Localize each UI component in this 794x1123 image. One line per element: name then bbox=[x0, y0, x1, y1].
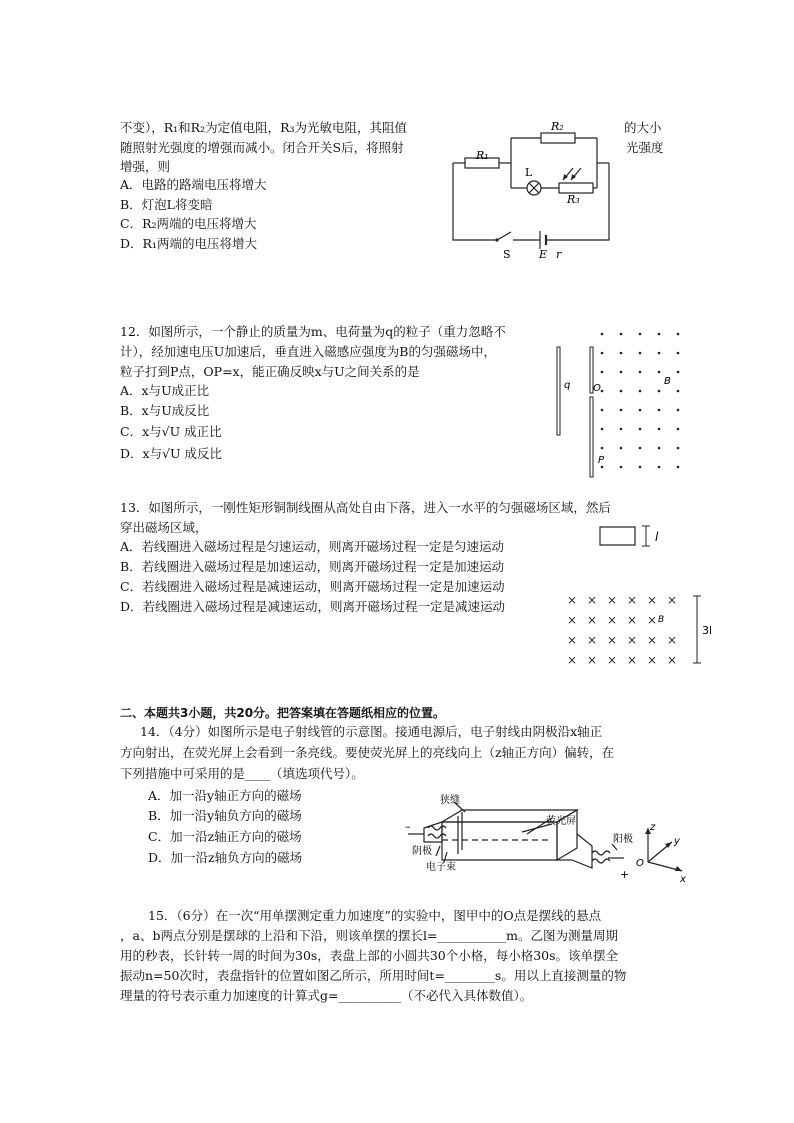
field-cross: × bbox=[567, 633, 578, 647]
q12-line-1: 12．如图所示，一个静止的质量为m、电荷量为q的粒子（重力忽略不 bbox=[120, 324, 506, 339]
label-q: q bbox=[564, 380, 571, 391]
label-screen: 荧光屏 bbox=[546, 816, 576, 827]
label-cathode: 阴极 bbox=[412, 846, 432, 857]
label-origin: O bbox=[636, 858, 644, 869]
q12-option-a: A．x与U成正比 bbox=[120, 383, 210, 398]
field-dot bbox=[677, 466, 680, 469]
field-dot bbox=[677, 447, 680, 450]
field-dot bbox=[658, 371, 661, 374]
q12-option-c: C．x与√U 成正比 bbox=[120, 424, 222, 439]
field-dot bbox=[601, 333, 604, 336]
field-dot bbox=[601, 428, 604, 431]
q11-option-a: A．电路的路端电压将增大 bbox=[120, 177, 267, 192]
field-cross: × bbox=[607, 613, 618, 627]
field-dot bbox=[658, 466, 661, 469]
field-cross: × bbox=[607, 653, 618, 667]
field-dot bbox=[677, 352, 680, 355]
label-3l: 3l bbox=[702, 624, 713, 637]
field-dot bbox=[677, 371, 680, 374]
label-y: y bbox=[674, 836, 680, 847]
field-cross: × bbox=[667, 593, 678, 607]
q14-option-b: B．加一沿y轴负方向的磁场 bbox=[148, 808, 302, 823]
q15-line-3: 用的秒表，长针转一周的时间为30s，表盘上部的小圆共30个小格，每小格30s。该单摆全 bbox=[120, 948, 619, 963]
q11-line-2-right: 光强度 bbox=[626, 140, 664, 155]
field-cross: × bbox=[587, 653, 598, 667]
field-dot bbox=[639, 352, 642, 355]
q12-magnetic-field-diagram bbox=[552, 325, 692, 480]
field-cross: × bbox=[627, 613, 638, 627]
field-dot bbox=[658, 447, 661, 450]
label-r3: R₃ bbox=[567, 193, 580, 206]
field-dot bbox=[620, 409, 623, 412]
q13-line-1: 13．如图所示，一刚性矩形铜制线圈从高处自由下落，进入一水平的匀强磁场区域，然后 bbox=[120, 500, 611, 515]
field-dot bbox=[620, 352, 623, 355]
label-b: B bbox=[664, 376, 671, 387]
field-cross: × bbox=[647, 613, 658, 627]
field-dot bbox=[639, 371, 642, 374]
field-cross: × bbox=[667, 653, 678, 667]
q11-option-b: B．灯泡L将变暗 bbox=[120, 197, 213, 212]
field-cross: × bbox=[567, 653, 578, 667]
field-dot bbox=[601, 409, 604, 412]
q11-line-1: 不变），R₁和R₂为定值电阻，R₃为光敏电阻，其阻值 bbox=[120, 120, 408, 135]
q13-option-b: B．若线圈进入磁场过程是加速运动，则离开磁场过程一定是加速运动 bbox=[120, 559, 505, 574]
field-dot bbox=[639, 333, 642, 336]
field-dot bbox=[658, 352, 661, 355]
q14-line-2: 方向射出，在荧光屏上会看到一条亮线。要使荧光屏上的亮线向上（z轴正方向）偏转，在 bbox=[120, 745, 615, 760]
field-cross: × bbox=[647, 653, 658, 667]
label-z: z bbox=[650, 822, 656, 833]
label-anode: 阳极 bbox=[613, 834, 633, 845]
field-cross: × bbox=[647, 633, 658, 647]
field-dot bbox=[639, 428, 642, 431]
q14-line-3: 下列措施中可采用的是____（填选项代号）。 bbox=[120, 766, 364, 781]
label-b13: B bbox=[658, 615, 665, 625]
q14-option-a: A．加一沿y轴正方向的磁场 bbox=[148, 788, 302, 803]
q14-line-1: 14．（4分）如图所示是电子射线管的示意图。接通电源后，电子射线由阴极沿x轴正 bbox=[140, 724, 603, 739]
label-x: x bbox=[680, 874, 686, 885]
q12-option-d: D．x与√U 成反比 bbox=[120, 446, 223, 461]
label-r1: R₁ bbox=[476, 149, 489, 162]
q13-option-d: D．若线圈进入磁场过程是减速运动，则离开磁场过程一定是减速运动 bbox=[120, 599, 506, 614]
label-beam: 电子束 bbox=[426, 862, 456, 873]
label-lamp: L bbox=[525, 166, 533, 179]
switch-contact bbox=[495, 238, 498, 241]
field-dot bbox=[639, 409, 642, 412]
field-dot bbox=[620, 371, 623, 374]
field-dot bbox=[639, 466, 642, 469]
q12-line-2: 计），经加速电压U加速后，垂直进入磁感应强度为B的匀强磁场中， bbox=[120, 344, 496, 359]
field-dot bbox=[658, 333, 661, 336]
label-p: P bbox=[598, 455, 605, 466]
field-dot bbox=[601, 371, 604, 374]
q14-cathode-ray-tube-diagram bbox=[402, 795, 694, 886]
field-dot bbox=[601, 390, 604, 393]
field-cross: × bbox=[607, 593, 618, 607]
q14-option-d: D．加一沿z轴负方向的磁场 bbox=[148, 850, 303, 865]
q11-line-2: 随照射光强度的增强而减小。闭合开关S后，将照射 bbox=[120, 140, 404, 155]
q15-line-1: 15．（6分）在一次“用单摆测定重力加速度”的实验中，图甲中的O点是摆线的悬点 bbox=[148, 908, 602, 923]
q15-line-2: ，a、b两点分别是摆球的上沿和下沿，则该单摆的摆长l=___________m。乙图为测量周期 bbox=[120, 928, 619, 943]
q11-line-1-right: 的大小 bbox=[624, 120, 662, 135]
coil-rect bbox=[600, 527, 635, 545]
q15-line-5: 理量的符号表示重力加速度的计算式g=__________（不必代入具体数值）。 bbox=[120, 988, 533, 1003]
q13-line-2: 穿出磁场区域， bbox=[120, 520, 208, 535]
field-dot bbox=[677, 333, 680, 336]
field-dot bbox=[658, 409, 661, 412]
q11-option-c: C．R₂两端的电压将增大 bbox=[120, 216, 257, 231]
q14-option-c: C．加一沿z轴正方向的磁场 bbox=[148, 829, 302, 844]
field-dot bbox=[620, 447, 623, 450]
q13-option-c: C．若线圈进入磁场过程是减速运动，则离开磁场过程一定是加速运动 bbox=[120, 579, 505, 594]
field-dot bbox=[658, 390, 661, 393]
section2-heading: 二、本题共3小题，共20分。把答案填在答题纸相应的位置。 bbox=[120, 706, 446, 720]
field-dot bbox=[601, 447, 604, 450]
field-dot bbox=[677, 390, 680, 393]
field-dot bbox=[620, 428, 623, 431]
label-plus: + bbox=[620, 868, 630, 881]
field-dot bbox=[601, 352, 604, 355]
label-emf: E bbox=[539, 248, 548, 261]
field-dot bbox=[639, 447, 642, 450]
field-cross: × bbox=[567, 593, 578, 607]
field-cross: × bbox=[667, 633, 678, 647]
q12-line-3: 粒子打到P点，OP=x，能正确反映x与U之间关系的是 bbox=[120, 364, 420, 379]
field-cross: × bbox=[607, 633, 618, 647]
field-dot bbox=[620, 390, 623, 393]
field-dot bbox=[677, 428, 680, 431]
label-o: O bbox=[593, 383, 601, 394]
field-dot bbox=[677, 409, 680, 412]
q11-circuit-diagram bbox=[445, 118, 620, 263]
field-cross: × bbox=[627, 653, 638, 667]
field-cross: × bbox=[647, 593, 658, 607]
q11-option-d: D．R₁两端的电压将增大 bbox=[120, 236, 257, 251]
label-internal-r: r bbox=[556, 248, 562, 261]
field-dot bbox=[658, 428, 661, 431]
field-dot bbox=[639, 390, 642, 393]
field-cross: × bbox=[627, 633, 638, 647]
field-cross: × bbox=[567, 613, 578, 627]
field-dot bbox=[601, 466, 604, 469]
field-cross: × bbox=[587, 613, 598, 627]
label-switch: S bbox=[503, 248, 511, 261]
q11-line-3: 增强，则 bbox=[120, 159, 171, 174]
label-l: l bbox=[655, 530, 659, 544]
q13-coil-field-diagram bbox=[560, 520, 713, 670]
field-dot bbox=[620, 466, 623, 469]
field-cross: × bbox=[587, 593, 598, 607]
label-r2: R₂ bbox=[551, 120, 564, 133]
field-cross: × bbox=[627, 593, 638, 607]
q12-option-b: B．x与U成反比 bbox=[120, 403, 210, 418]
field-cross: × bbox=[587, 633, 598, 647]
q13-option-a: A．若线圈进入磁场过程是匀速运动，则离开磁场过程一定是匀速运动 bbox=[120, 539, 505, 554]
label-minus: – bbox=[405, 820, 411, 833]
label-slit: 狭缝 bbox=[440, 795, 460, 806]
field-dot bbox=[620, 333, 623, 336]
q15-line-4: 振动n=50次时，表盘指针的位置如图乙所示，所用时间t=________s。用以上直接测量的物 bbox=[120, 968, 627, 983]
